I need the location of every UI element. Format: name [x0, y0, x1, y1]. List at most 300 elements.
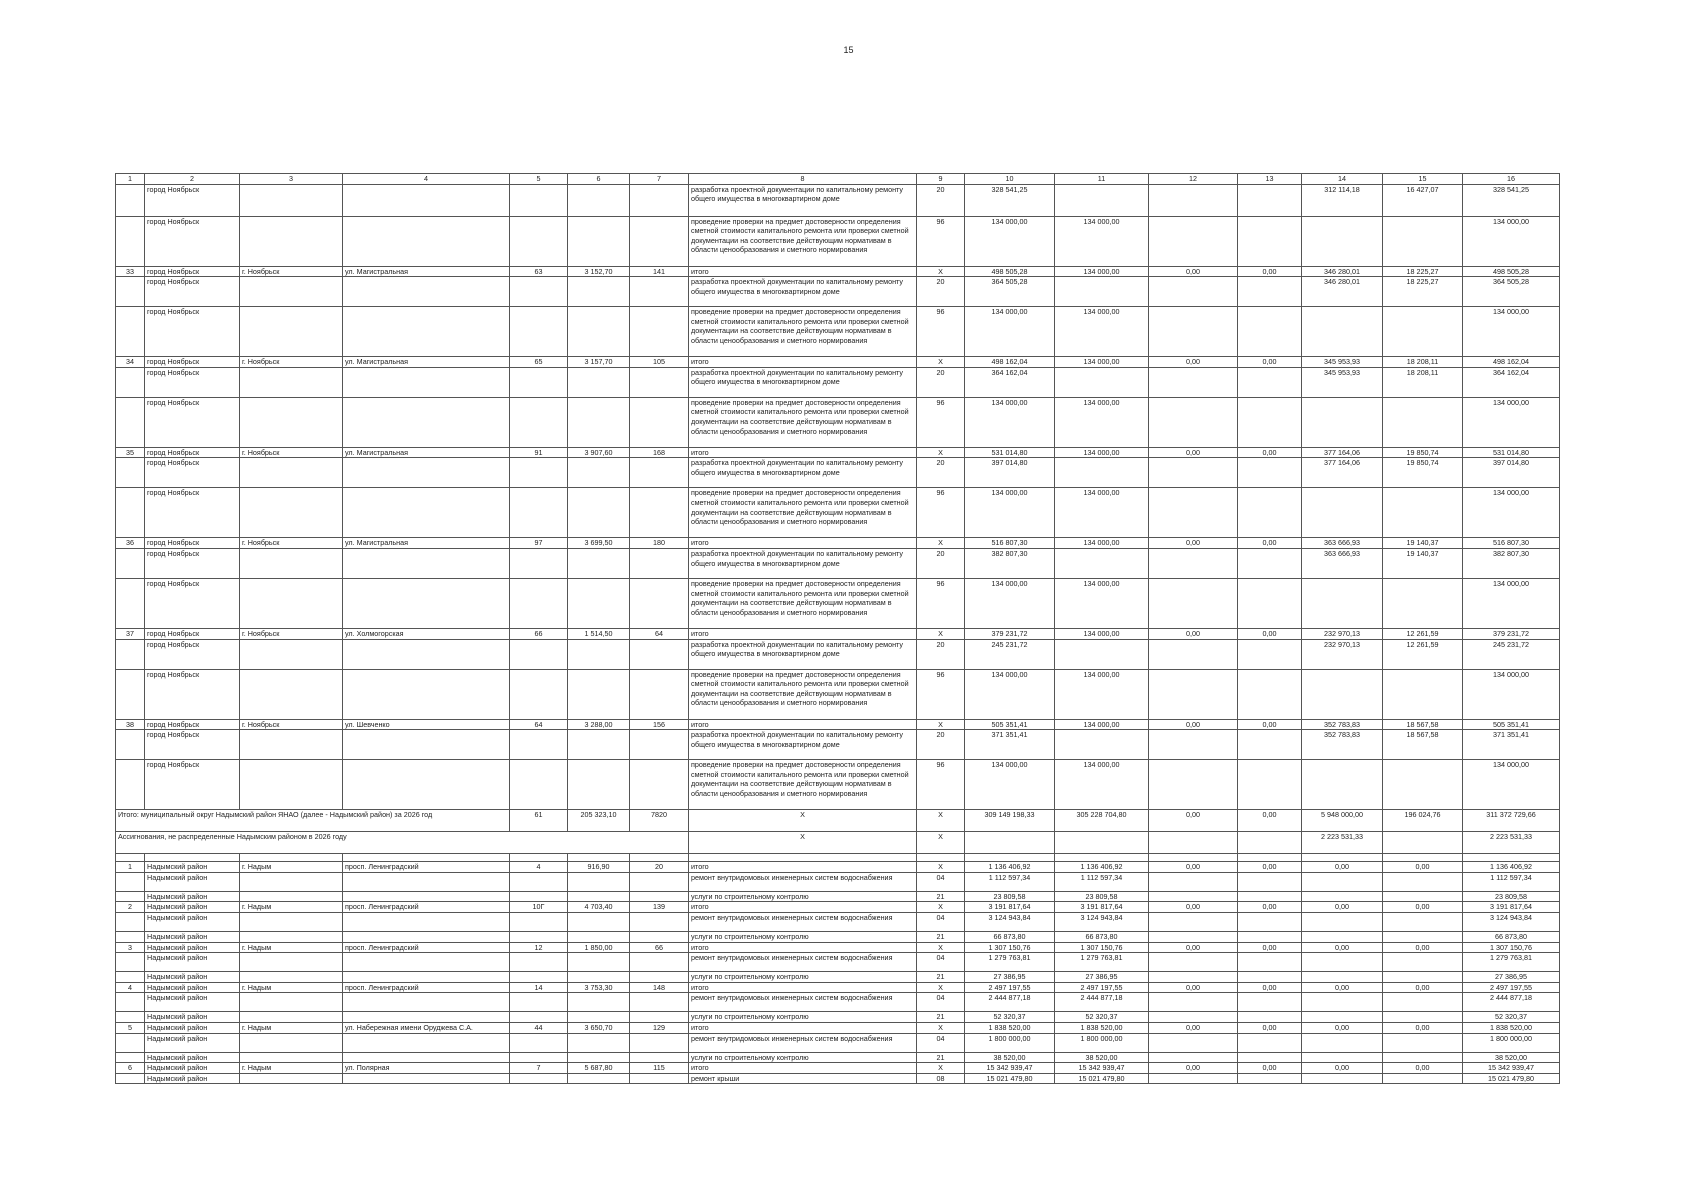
table-cell — [630, 184, 689, 216]
table-cell — [1383, 832, 1463, 854]
table-cell — [630, 912, 689, 931]
table-row — [116, 1033, 1560, 1052]
table-cell — [116, 854, 145, 862]
table-cell: 10 — [965, 174, 1055, 185]
table-cell — [240, 367, 343, 397]
table-cell — [343, 730, 510, 760]
table-cell: X — [917, 1063, 965, 1074]
table-cell — [1302, 972, 1383, 983]
table-cell — [1238, 760, 1302, 810]
table-cell — [1238, 912, 1302, 931]
table-cell: Надымский район — [145, 1012, 240, 1023]
table-row — [116, 872, 1560, 891]
table-cell: 134 000,00 — [965, 216, 1055, 266]
table-cell: 3 124 943,84 — [1463, 912, 1560, 931]
table-row — [116, 447, 1560, 458]
table-cell: разработка проектной документации по капитальному ремонту общего имущества в многоквартирном доме — [689, 548, 917, 578]
table-cell — [1238, 972, 1302, 983]
table-cell: 52 320,37 — [1055, 1012, 1149, 1023]
table-cell — [1302, 1033, 1383, 1052]
table-cell: 1 112 597,34 — [965, 872, 1055, 891]
table-cell: 134 000,00 — [1055, 578, 1149, 628]
table-cell: 21 — [917, 1012, 965, 1023]
table-cell: 364 162,04 — [965, 367, 1055, 397]
table-cell — [1055, 277, 1149, 307]
table-cell — [240, 216, 343, 266]
table-cell: ул. Полярная — [343, 1063, 510, 1074]
table-cell — [116, 1033, 145, 1052]
table-row — [116, 488, 1560, 538]
table-cell — [343, 972, 510, 983]
table-cell — [1149, 397, 1238, 447]
table-cell: 1 307 150,76 — [1463, 942, 1560, 953]
table-cell — [343, 216, 510, 266]
table-row — [116, 902, 1560, 913]
table-cell — [1383, 1012, 1463, 1023]
table-cell — [510, 639, 568, 669]
table-cell — [568, 760, 630, 810]
table-cell: 1 279 763,81 — [1055, 953, 1149, 972]
table-cell: 382 807,30 — [1463, 548, 1560, 578]
spacer-row — [116, 854, 1560, 862]
table-cell: город Ноябрьск — [145, 447, 240, 458]
table-cell — [343, 993, 510, 1012]
table-cell: итого — [689, 266, 917, 277]
table-cell: 21 — [917, 972, 965, 983]
table-cell — [510, 912, 568, 931]
table-cell: 328 541,25 — [965, 184, 1055, 216]
table-cell — [568, 730, 630, 760]
table-cell: 0,00 — [1302, 1063, 1383, 1074]
table-cell — [630, 993, 689, 1012]
table-cell: 345 953,93 — [1302, 357, 1383, 368]
table-cell: 0,00 — [1383, 862, 1463, 873]
table-cell — [1383, 912, 1463, 931]
table-row — [116, 1073, 1560, 1084]
table-row — [116, 1052, 1560, 1063]
table-cell — [510, 730, 568, 760]
table-cell — [1238, 458, 1302, 488]
table-cell: разработка проектной документации по капитальному ремонту общего имущества в многоквартирном доме — [689, 277, 917, 307]
table-cell — [510, 1033, 568, 1052]
table-cell: 134 000,00 — [1055, 628, 1149, 639]
table-cell: 134 000,00 — [1055, 719, 1149, 730]
table-cell — [1149, 578, 1238, 628]
table-cell — [240, 458, 343, 488]
table-cell — [1055, 548, 1149, 578]
table-cell: 311 372 729,66 — [1463, 810, 1560, 832]
table-cell — [343, 367, 510, 397]
table-cell — [510, 931, 568, 942]
table-cell — [568, 578, 630, 628]
table-cell — [1383, 578, 1463, 628]
table-cell — [1383, 931, 1463, 942]
table-cell: 531 014,80 — [965, 447, 1055, 458]
table-cell — [240, 854, 343, 862]
table-cell: 1 514,50 — [568, 628, 630, 639]
table-cell — [343, 669, 510, 719]
table-cell: 6 — [116, 1063, 145, 1074]
table-cell — [568, 1012, 630, 1023]
table-cell: 6 — [568, 174, 630, 185]
table-cell: 1 112 597,34 — [1463, 872, 1560, 891]
table-cell — [1238, 953, 1302, 972]
table-cell: 346 280,01 — [1302, 266, 1383, 277]
table-cell: 15 021 479,80 — [1463, 1073, 1560, 1084]
table-cell — [116, 367, 145, 397]
table-cell — [568, 993, 630, 1012]
table-cell — [240, 972, 343, 983]
table-cell: 13 — [1238, 174, 1302, 185]
table-cell — [343, 912, 510, 931]
table-cell: 498 162,04 — [965, 357, 1055, 368]
table-cell: 34 — [116, 357, 145, 368]
table-cell: 352 783,83 — [1302, 730, 1383, 760]
table-cell: 139 — [630, 902, 689, 913]
table-cell: 2 223 531,33 — [1302, 832, 1383, 854]
table-cell: итого — [689, 1063, 917, 1074]
table-cell — [510, 872, 568, 891]
table-cell: 134 000,00 — [1463, 669, 1560, 719]
table-cell: 363 666,93 — [1302, 538, 1383, 549]
table-cell: город Ноябрьск — [145, 730, 240, 760]
table-cell: город Ноябрьск — [145, 548, 240, 578]
table-cell: 15 021 479,80 — [1055, 1073, 1149, 1084]
table-cell — [1302, 669, 1383, 719]
table-cell: 0,00 — [1383, 1022, 1463, 1033]
table-cell: 3 907,60 — [568, 447, 630, 458]
table-cell: 64 — [510, 719, 568, 730]
table-cell: X — [689, 832, 917, 854]
table-cell: 5 687,80 — [568, 1063, 630, 1074]
table-cell: 312 114,18 — [1302, 184, 1383, 216]
table-row — [116, 912, 1560, 931]
table-cell — [568, 669, 630, 719]
table-cell: 3 650,70 — [568, 1022, 630, 1033]
table-cell — [1383, 760, 1463, 810]
table-cell — [510, 1073, 568, 1084]
table-cell: 3 288,00 — [568, 719, 630, 730]
table-cell: 232 970,13 — [1302, 628, 1383, 639]
table-cell: 0,00 — [1383, 942, 1463, 953]
table-cell: 5 — [116, 1022, 145, 1033]
table-cell — [1149, 216, 1238, 266]
table-cell — [568, 367, 630, 397]
table-cell: 134 000,00 — [1055, 447, 1149, 458]
table-cell — [240, 891, 343, 902]
table-cell — [1149, 548, 1238, 578]
table-cell: 20 — [917, 730, 965, 760]
table-cell — [1149, 953, 1238, 972]
table-cell: 66 — [510, 628, 568, 639]
table-cell: просп. Ленинградский — [343, 942, 510, 953]
table-cell — [630, 277, 689, 307]
table-cell — [510, 953, 568, 972]
table-cell — [1149, 1033, 1238, 1052]
table-cell: 245 231,72 — [965, 639, 1055, 669]
table-cell: X — [689, 810, 917, 832]
table-cell: ул. Магистральная — [343, 357, 510, 368]
table-cell — [1302, 931, 1383, 942]
table-cell: 134 000,00 — [1055, 357, 1149, 368]
table-cell: X — [917, 1022, 965, 1033]
table-cell: 97 — [510, 538, 568, 549]
table-cell — [1302, 488, 1383, 538]
table-cell — [510, 854, 568, 862]
table-cell — [116, 184, 145, 216]
table-cell: 15 — [1383, 174, 1463, 185]
table-cell: город Ноябрьск — [145, 307, 240, 357]
table-cell — [510, 891, 568, 902]
table-cell — [1238, 730, 1302, 760]
table-cell — [1149, 993, 1238, 1012]
table-cell: г. Ноябрьск — [240, 719, 343, 730]
table-cell: 08 — [917, 1073, 965, 1084]
table-cell: 15 342 939,47 — [1463, 1063, 1560, 1074]
table-cell: 0,00 — [1383, 1063, 1463, 1074]
table-cell: итого — [689, 447, 917, 458]
table-cell: 309 149 198,33 — [965, 810, 1055, 832]
table-cell: 0,00 — [1238, 628, 1302, 639]
table-cell: город Ноябрьск — [145, 458, 240, 488]
table-cell — [689, 854, 917, 862]
table-cell — [116, 730, 145, 760]
table-cell: 148 — [630, 982, 689, 993]
table-cell: 96 — [917, 578, 965, 628]
table-cell — [1302, 872, 1383, 891]
table-row — [116, 216, 1560, 266]
table-cell: 397 014,80 — [965, 458, 1055, 488]
table-cell: 516 807,30 — [965, 538, 1055, 549]
table-cell: 0,00 — [1149, 1022, 1238, 1033]
table-cell — [568, 277, 630, 307]
table-cell: 134 000,00 — [965, 578, 1055, 628]
table-cell: 134 000,00 — [965, 488, 1055, 538]
table-cell — [1149, 277, 1238, 307]
table-cell: ул. Магистральная — [343, 266, 510, 277]
table-cell — [116, 931, 145, 942]
table-cell: 379 231,72 — [965, 628, 1055, 639]
table-cell: 0,00 — [1238, 357, 1302, 368]
table-cell: проведение проверки на предмет достоверности определения сметной стоимости капитального ремонта или проверки сметной документации на соответствие действующим нормативам в области ценообразования и сметного нормирования — [689, 760, 917, 810]
table-cell — [1238, 307, 1302, 357]
table-cell — [1302, 953, 1383, 972]
table-cell: 134 000,00 — [1463, 760, 1560, 810]
table-cell — [116, 912, 145, 931]
table-cell: г. Надым — [240, 942, 343, 953]
table-cell: 19 850,74 — [1383, 458, 1463, 488]
table-cell — [1383, 216, 1463, 266]
table-cell: 1 307 150,76 — [1055, 942, 1149, 953]
table-cell: 3 191 817,64 — [1055, 902, 1149, 913]
table-cell — [510, 397, 568, 447]
table-cell: просп. Ленинградский — [343, 982, 510, 993]
table-cell: 19 850,74 — [1383, 447, 1463, 458]
table-cell — [568, 1052, 630, 1063]
table-cell: X — [917, 628, 965, 639]
table-cell — [343, 1012, 510, 1023]
table-cell — [1383, 488, 1463, 538]
table-cell — [116, 891, 145, 902]
table-cell — [343, 458, 510, 488]
table-cell — [116, 1073, 145, 1084]
table-cell: итого — [689, 719, 917, 730]
table-cell — [240, 639, 343, 669]
table-cell — [240, 307, 343, 357]
table-cell: Ассигнования, не распределенные Надымским районом в 2026 году — [116, 832, 689, 854]
table-cell: 2 497 197,55 — [1463, 982, 1560, 993]
table-cell: 21 — [917, 1052, 965, 1063]
table-cell: 134 000,00 — [1055, 266, 1149, 277]
total-row — [116, 810, 1560, 832]
table-cell: 35 — [116, 447, 145, 458]
table-cell: 0,00 — [1302, 862, 1383, 873]
table-cell — [116, 458, 145, 488]
table-cell — [630, 488, 689, 538]
table-cell: 20 — [917, 367, 965, 397]
table-cell — [568, 912, 630, 931]
table-cell: 96 — [917, 488, 965, 538]
table-cell: 27 386,95 — [1463, 972, 1560, 983]
table-cell — [343, 1033, 510, 1052]
table-cell: 382 807,30 — [965, 548, 1055, 578]
table-cell: г. Ноябрьск — [240, 538, 343, 549]
table-row — [116, 277, 1560, 307]
table-row — [116, 891, 1560, 902]
table-cell: X — [917, 942, 965, 953]
table-row — [116, 357, 1560, 368]
table-cell: 5 948 000,00 — [1302, 810, 1383, 832]
table-cell — [1302, 307, 1383, 357]
table-cell: 0,00 — [1149, 810, 1238, 832]
table-cell — [510, 216, 568, 266]
table-cell — [240, 184, 343, 216]
table-cell: 12 — [1149, 174, 1238, 185]
table-cell — [510, 367, 568, 397]
table-cell — [568, 397, 630, 447]
table-cell: ремонт внутридомовых инженерных систем водоснабжения — [689, 953, 917, 972]
table-cell — [1383, 993, 1463, 1012]
table-cell: 4 — [510, 862, 568, 873]
table-cell: 3 152,70 — [568, 266, 630, 277]
table-cell — [116, 216, 145, 266]
table-cell: 134 000,00 — [1463, 578, 1560, 628]
page-number: 15 — [843, 45, 854, 55]
table-cell — [630, 216, 689, 266]
table-cell — [1238, 639, 1302, 669]
table-cell: 3 191 817,64 — [965, 902, 1055, 913]
table-cell — [510, 1012, 568, 1023]
table-cell — [1238, 184, 1302, 216]
table-cell: 505 351,41 — [965, 719, 1055, 730]
table-cell: 516 807,30 — [1463, 538, 1560, 549]
table-cell — [1149, 458, 1238, 488]
table-cell: город Ноябрьск — [145, 669, 240, 719]
table-cell: 0,00 — [1238, 719, 1302, 730]
table-row — [116, 982, 1560, 993]
table-cell — [568, 548, 630, 578]
table-cell: X — [917, 862, 965, 873]
table-cell: 346 280,01 — [1302, 277, 1383, 307]
table-cell: Надымский район — [145, 1063, 240, 1074]
table-cell — [240, 578, 343, 628]
table-cell: итого — [689, 982, 917, 993]
table-cell — [630, 1033, 689, 1052]
table-cell: 134 000,00 — [1463, 488, 1560, 538]
table-cell — [1302, 760, 1383, 810]
table-cell — [240, 1073, 343, 1084]
table-cell: Надымский район — [145, 953, 240, 972]
table-cell: 0,00 — [1238, 810, 1302, 832]
table-cell — [1238, 854, 1302, 862]
table-cell: проведение проверки на предмет достоверности определения сметной стоимости капитального ремонта или проверки сметной документации на соответствие действующим нормативам в области ценообразования и сметного нормирования — [689, 216, 917, 266]
table-cell: 141 — [630, 266, 689, 277]
table-cell: город Ноябрьск — [145, 184, 240, 216]
table-cell — [568, 307, 630, 357]
table-cell: 0,00 — [1383, 902, 1463, 913]
table-cell — [1238, 891, 1302, 902]
table-cell: 18 567,58 — [1383, 730, 1463, 760]
table-cell: 18 208,11 — [1383, 367, 1463, 397]
table-cell: 505 351,41 — [1463, 719, 1560, 730]
table-cell — [240, 953, 343, 972]
table-cell — [240, 397, 343, 447]
table-cell: 498 505,28 — [965, 266, 1055, 277]
table-cell: 3 — [240, 174, 343, 185]
table-cell — [1149, 1012, 1238, 1023]
table-cell — [240, 872, 343, 891]
table-row — [116, 397, 1560, 447]
table-cell: 44 — [510, 1022, 568, 1033]
table-cell: итого — [689, 862, 917, 873]
table-cell: 1 800 000,00 — [1463, 1033, 1560, 1052]
table-cell — [1383, 854, 1463, 862]
table-row — [116, 1063, 1560, 1074]
table-cell — [630, 397, 689, 447]
table-row — [116, 548, 1560, 578]
table-cell — [630, 872, 689, 891]
table-cell — [630, 972, 689, 983]
table-cell: 134 000,00 — [1055, 538, 1149, 549]
table-cell: проведение проверки на предмет достоверности определения сметной стоимости капитального ремонта или проверки сметной документации на соответствие действующим нормативам в области ценообразования и сметного нормирования — [689, 669, 917, 719]
table-cell: 105 — [630, 357, 689, 368]
table-cell — [630, 891, 689, 902]
table-cell: 20 — [630, 862, 689, 873]
table-cell: проведение проверки на предмет достоверности определения сметной стоимости капитального ремонта или проверки сметной документации на соответствие действующим нормативам в области ценообразования и сметного нормирования — [689, 397, 917, 447]
table-cell: 2 497 197,55 — [965, 982, 1055, 993]
table-cell: 498 505,28 — [1463, 266, 1560, 277]
table-cell — [343, 578, 510, 628]
table-cell — [1302, 912, 1383, 931]
table-cell: г. Надым — [240, 982, 343, 993]
table-cell: 23 809,58 — [965, 891, 1055, 902]
table-cell — [343, 872, 510, 891]
table-cell: 1 307 150,76 — [965, 942, 1055, 953]
table-cell: 371 351,41 — [1463, 730, 1560, 760]
table-cell — [568, 972, 630, 983]
table-cell: 21 — [917, 931, 965, 942]
table-cell: X — [917, 810, 965, 832]
table-cell: 7 — [510, 1063, 568, 1074]
table-cell — [240, 730, 343, 760]
table-cell — [1302, 1073, 1383, 1084]
table-cell: 0,00 — [1302, 902, 1383, 913]
table-cell — [1463, 854, 1560, 862]
table-cell: 7 — [630, 174, 689, 185]
table-cell: 15 021 479,80 — [965, 1073, 1055, 1084]
table-cell: 1 838 520,00 — [1463, 1022, 1560, 1033]
table-cell: 3 191 817,64 — [1463, 902, 1560, 913]
